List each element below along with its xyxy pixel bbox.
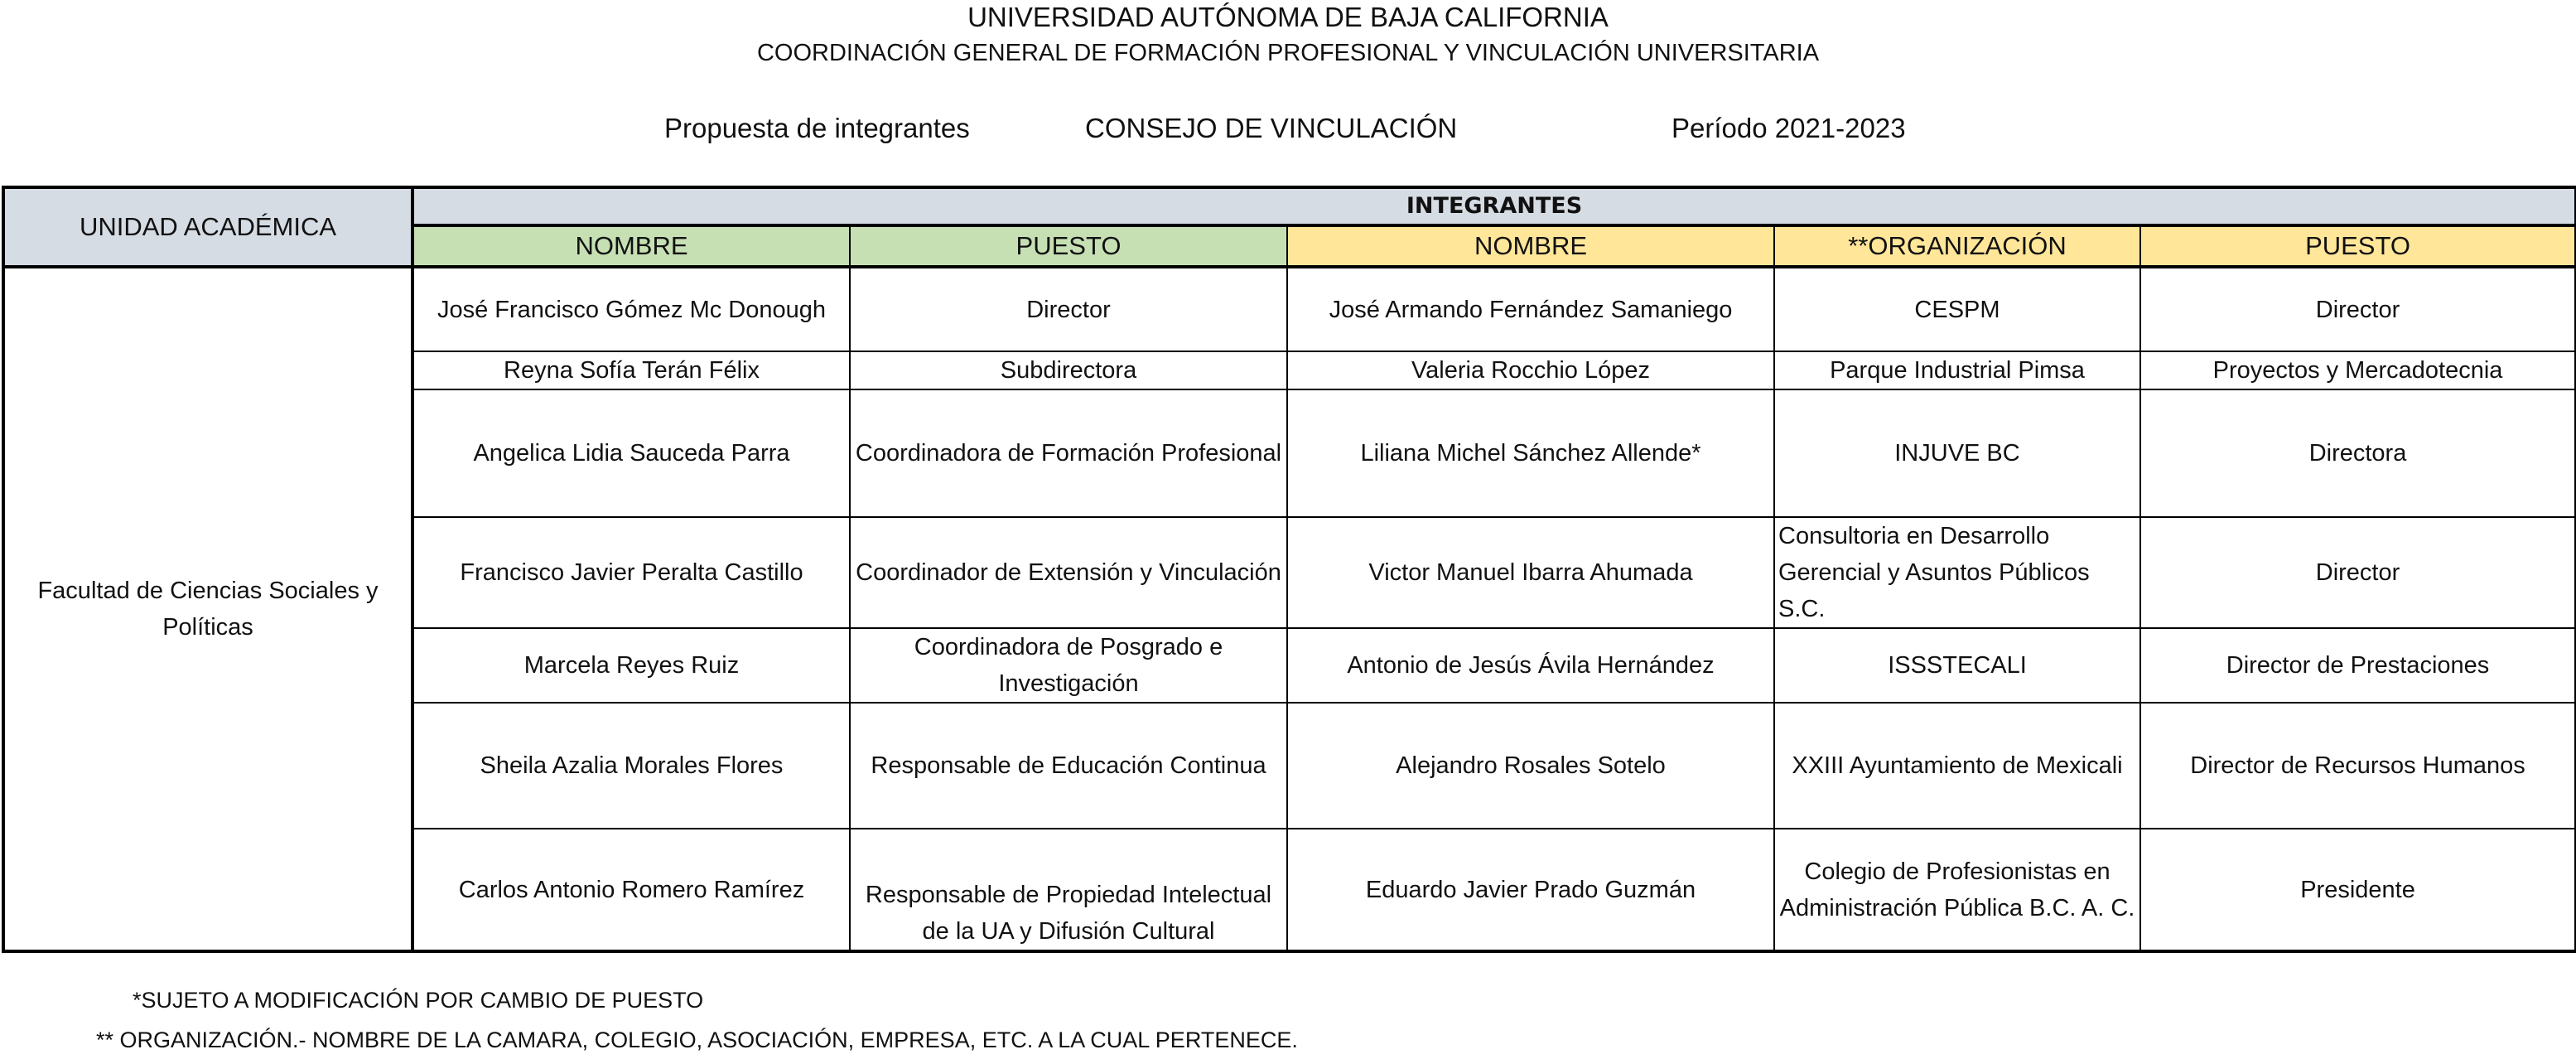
col-header-uabc-position: PUESTO: [850, 225, 1287, 267]
external-position-cell: Director: [2140, 267, 2576, 351]
organization-cell: INJUVE BC: [1774, 389, 2140, 517]
coordination-title: COORDINACIÓN GENERAL DE FORMACIÓN PROFESIONAL Y VINCULACIÓN UNIVERSITARIA: [756, 40, 1820, 66]
uabc-name-cell: Marcela Reyes Ruiz: [412, 628, 850, 703]
col-header-external-position: PUESTO: [2140, 225, 2576, 267]
uabc-position-cell: Subdirectora: [850, 351, 1287, 389]
col-header-organization: **ORGANIZACIÓN: [1774, 225, 2140, 267]
uabc-name-cell: Sheila Azalia Morales Flores: [412, 703, 850, 829]
external-name-cell: Valeria Rocchio López: [1287, 351, 1774, 389]
uabc-name-cell: Reyna Sofía Terán Félix: [412, 351, 850, 389]
organization-cell: XXIII Ayuntamiento de Mexicali: [1774, 703, 2140, 829]
col-header-external-name: NOMBRE: [1287, 225, 1774, 267]
table-row: [3, 267, 2576, 351]
council-label: CONSEJO DE VINCULACIÓN: [1085, 113, 1458, 143]
external-name-cell: José Armando Fernández Samaniego: [1287, 267, 1774, 351]
uabc-name-cell: Angelica Lidia Sauceda Parra: [412, 389, 850, 517]
unit-header: UNIDAD ACADÉMICA: [3, 187, 412, 267]
uabc-position-cell: Coordinadora de Formación Profesional: [850, 389, 1287, 517]
external-name-cell: Antonio de Jesús Ávila Hernández: [1287, 628, 1774, 703]
organization-cell: CESPM: [1774, 267, 2140, 351]
organization-cell: Parque Industrial Pimsa: [1774, 351, 2140, 389]
uabc-name-cell: Francisco Javier Peralta Castillo: [412, 517, 850, 628]
uabc-position-cell: Coordinadora de Posgrado e Investigación: [850, 628, 1287, 703]
organization-cell: ISSSTECALI: [1774, 628, 2140, 703]
external-name-cell: Alejandro Rosales Sotelo: [1287, 703, 1774, 829]
external-name-cell: Victor Manuel Ibarra Ahumada: [1287, 517, 1774, 628]
uabc-position-cell: Director: [850, 267, 1287, 351]
external-position-cell: Director: [2140, 517, 2576, 628]
members-table: [2, 186, 2576, 953]
external-position-cell: Proyectos y Mercadotecnia: [2140, 351, 2576, 389]
external-position-cell: Directora: [2140, 389, 2576, 517]
external-position-cell: Presidente: [2140, 829, 2576, 951]
uabc-position-cell: Responsable de Educación Continua: [850, 703, 1287, 829]
uabc-position-cell: Responsable de Propiedad Intelectual de la UA y Difusión Cultural: [850, 829, 1287, 951]
uabc-position-cell: Coordinador de Extensión y Vinculación: [850, 517, 1287, 628]
period-label: Período 2021-2023: [1672, 113, 1906, 143]
external-name-cell: Eduardo Javier Prado Guzmán: [1287, 829, 1774, 951]
academic-unit-cell: Facultad de Ciencias Sociales y Políticas: [3, 267, 412, 951]
organization-cell: Consultoria en Desarrollo Gerencial y Asuntos Públicos S.C.: [1774, 517, 2140, 628]
university-title: UNIVERSIDAD AUTÓNOMA DE BAJA CALIFORNIA: [967, 2, 1609, 32]
external-position-cell: Director de Prestaciones: [2140, 628, 2576, 703]
footnote-organization: ** ORGANIZACIÓN.- NOMBRE DE LA CAMARA, COLEGIO, ASOCIACIÓN, EMPRESA, ETC. A LA CUAL PERTENECE.: [96, 1028, 1298, 1052]
external-name-cell: Liliana Michel Sánchez Allende*: [1287, 389, 1774, 517]
uabc-name-cell: José Francisco Gómez Mc Donough: [412, 267, 850, 351]
organization-cell: Colegio de Profesionistas en Administración Pública B.C. A. C.: [1774, 829, 2140, 951]
external-position-cell: Director de Recursos Humanos: [2140, 703, 2576, 829]
members-header: INTEGRANTES: [412, 187, 2576, 225]
uabc-name-cell: Carlos Antonio Romero Ramírez: [412, 829, 850, 951]
footnote-position-change: *SUJETO A MODIFICACIÓN POR CAMBIO DE PUESTO: [133, 988, 704, 1013]
col-header-uabc-name: NOMBRE: [412, 225, 850, 267]
proposal-label: Propuesta de integrantes: [664, 113, 970, 143]
